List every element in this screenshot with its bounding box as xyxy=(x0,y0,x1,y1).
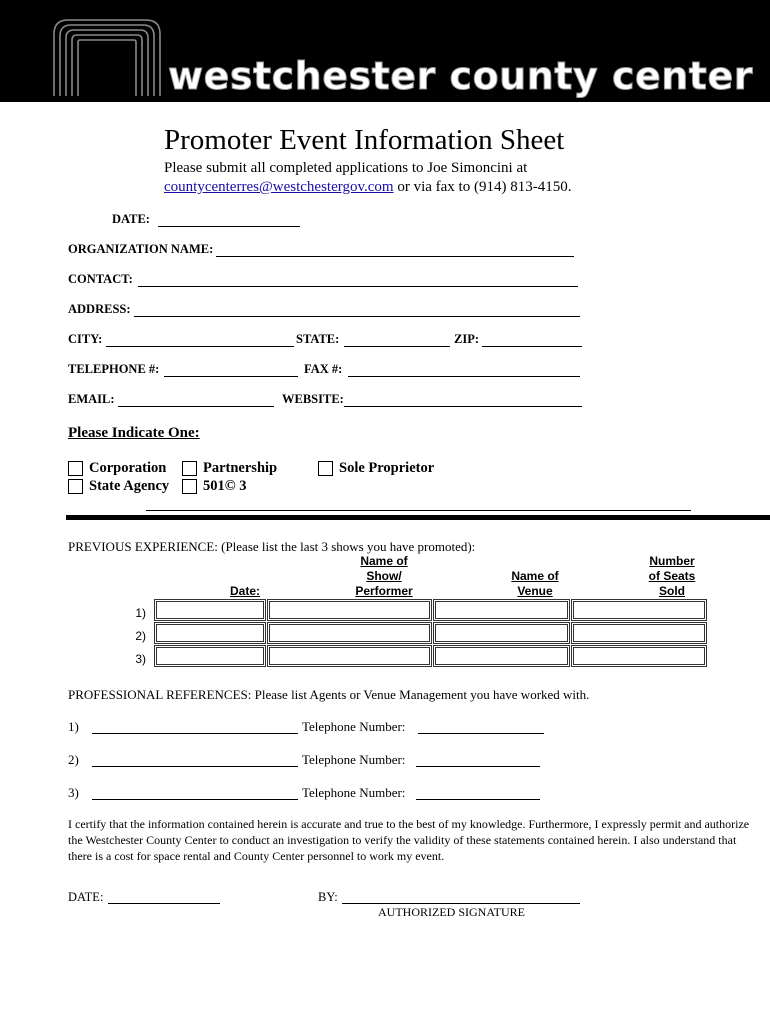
arch-stripes-logo-icon xyxy=(48,16,166,96)
fax-label: FAX #: xyxy=(304,362,343,376)
intro-line-2 xyxy=(164,178,571,197)
exp-seats-cell[interactable] xyxy=(571,622,707,644)
experience-heading: PREVIOUS EXPERIENCE: (Please list the last 3 shows you have promoted): xyxy=(68,539,476,554)
fax-field[interactable] xyxy=(348,376,580,377)
state-field[interactable] xyxy=(344,346,450,347)
exp-show-cell[interactable] xyxy=(267,599,432,621)
col-show: Name of Show/ Performer xyxy=(355,554,413,598)
exp-date-cell[interactable] xyxy=(154,622,266,644)
reference-phone-field[interactable] xyxy=(418,733,544,734)
option-state-agency[interactable]: State Agency xyxy=(68,478,169,495)
divider-thick xyxy=(66,515,770,520)
reference-phone-field[interactable] xyxy=(416,799,540,800)
website-label: WEBSITE: xyxy=(282,392,344,406)
option-501c3[interactable]: 501© 3 xyxy=(182,478,246,495)
telephone-field[interactable] xyxy=(164,376,298,377)
state-agency-checkbox[interactable] xyxy=(68,479,83,494)
partnership-checkbox[interactable] xyxy=(182,461,197,476)
ref-number: 1) xyxy=(68,719,79,734)
col-seats: Number of Seats Sold xyxy=(648,554,696,598)
page-title: Promoter Event Information Sheet xyxy=(164,124,565,156)
signature-caption: AUTHORIZED SIGNATURE xyxy=(378,905,525,919)
email-field[interactable] xyxy=(118,406,274,407)
phone-label: Telephone Number: xyxy=(302,719,406,734)
corporation-checkbox[interactable] xyxy=(68,461,83,476)
signature-by-label: BY: xyxy=(318,890,338,904)
reference-phone-field[interactable] xyxy=(416,766,540,767)
zip-label: ZIP: xyxy=(454,332,479,346)
signature-date-field[interactable] xyxy=(108,903,220,904)
signature-date-label: DATE: xyxy=(68,890,104,904)
city-label: CITY: xyxy=(68,332,103,346)
col-venue: Name of Venue xyxy=(511,569,559,598)
divider-thin xyxy=(146,510,691,511)
indicate-heading: Please Indicate One: xyxy=(68,425,200,441)
references-heading: PROFESSIONAL REFERENCES: Please list Agents or Venue Management you have worked with. xyxy=(68,687,590,702)
option-corporation[interactable]: Corporation xyxy=(68,460,166,477)
ref-number: 3) xyxy=(68,785,79,800)
intro-text xyxy=(164,159,571,197)
exp-show-cell[interactable] xyxy=(267,622,432,644)
exp-venue-cell[interactable] xyxy=(433,599,570,621)
reference-name-field[interactable] xyxy=(92,799,298,800)
date-field[interactable] xyxy=(158,226,300,227)
sole-proprietor-checkbox[interactable] xyxy=(318,461,333,476)
exp-seats-cell[interactable] xyxy=(571,599,707,621)
website-field[interactable] xyxy=(344,406,582,407)
state-label: STATE: xyxy=(296,332,340,346)
exp-date-cell[interactable] xyxy=(154,645,266,667)
date-label: DATE: xyxy=(112,212,150,226)
contact-label: CONTACT: xyxy=(68,272,133,286)
phone-label: Telephone Number: xyxy=(302,752,406,767)
certification-text: I certify that the information contained herein is accurate and true to the best of my knowledge. Furthermore, I expressly permit and authorize the Westchester County Center to conduct an investigation to verify the validity of these statements contained herein. I also understand that there is a cost for space rental and County Center personnel to work my event. xyxy=(68,817,750,863)
telephone-label: TELEPHONE #: xyxy=(68,362,160,376)
organization-field[interactable] xyxy=(216,256,574,257)
email-label: EMAIL: xyxy=(68,392,115,406)
option-partnership[interactable]: Partnership xyxy=(182,460,277,477)
exp-date-cell[interactable] xyxy=(154,599,266,621)
row-number: 3) xyxy=(135,652,146,666)
phone-label: Telephone Number: xyxy=(302,785,406,800)
address-field[interactable] xyxy=(134,316,580,317)
contact-field[interactable] xyxy=(138,286,578,287)
exp-venue-cell[interactable] xyxy=(433,645,570,667)
col-date: Date: xyxy=(229,584,260,598)
zip-field[interactable] xyxy=(482,346,582,347)
reference-name-field[interactable] xyxy=(92,733,298,734)
city-field[interactable] xyxy=(106,346,294,347)
intro-fax: or via fax to (914) 813-4150. xyxy=(393,179,572,195)
organization-label: ORGANIZATION NAME: xyxy=(68,242,214,256)
header-banner xyxy=(0,0,770,102)
address-label: ADDRESS: xyxy=(68,302,131,316)
email-link[interactable]: countycenterres@westchestergov.com xyxy=(164,179,394,195)
intro-line-1: Please submit all completed applications to Joe Simoncini at xyxy=(164,160,528,176)
option-sole-proprietor[interactable]: Sole Proprietor xyxy=(318,460,434,477)
exp-seats-cell[interactable] xyxy=(571,645,707,667)
ref-number: 2) xyxy=(68,752,79,767)
row-number: 2) xyxy=(135,629,146,643)
501c3-checkbox[interactable] xyxy=(182,479,197,494)
row-number: 1) xyxy=(135,606,146,620)
signature-field[interactable] xyxy=(342,903,580,904)
exp-show-cell[interactable] xyxy=(267,645,432,667)
brand-wordmark: westchester county center xyxy=(168,54,753,98)
exp-venue-cell[interactable] xyxy=(433,622,570,644)
reference-name-field[interactable] xyxy=(92,766,298,767)
